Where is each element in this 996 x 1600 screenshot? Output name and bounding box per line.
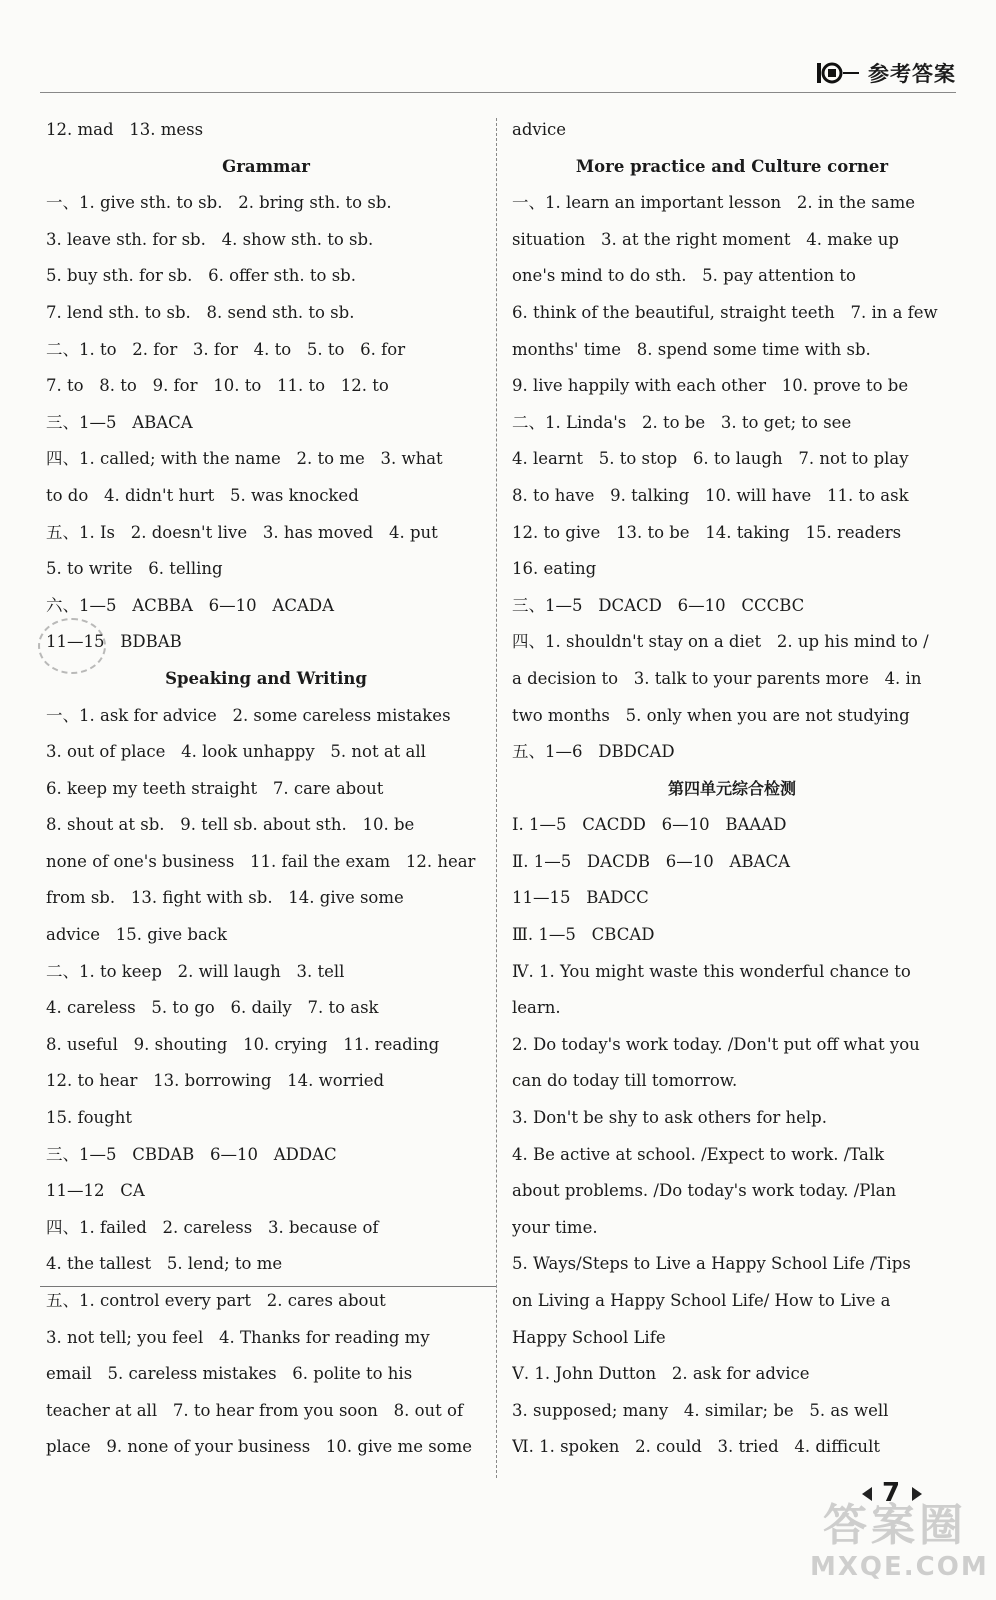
answer-line: one's mind to do sth. 5. pay attention to bbox=[512, 266, 856, 286]
book-logo-icon bbox=[816, 60, 860, 86]
answer-line: 二、1. to keep 2. will laugh 3. tell bbox=[46, 961, 345, 981]
answer-line: situation 3. at the right moment 4. make up bbox=[512, 229, 899, 249]
answer-line: about problems. /Do today's work today. /Plan bbox=[512, 1181, 897, 1201]
answer-line: 12. mad 13. mess bbox=[46, 120, 204, 139]
answer-line: learn. bbox=[512, 998, 561, 1018]
answer-line: 5. to write 6. telling bbox=[46, 559, 223, 579]
arrow-left-icon bbox=[862, 1487, 872, 1501]
answer-line: 一、1. ask for advice 2. some careless mistakes bbox=[46, 705, 451, 725]
answer-line: 五、1—6 DBDCAD bbox=[512, 742, 675, 762]
answer-line: place 9. none of your business 10. give me some bbox=[46, 1437, 473, 1457]
left-column bbox=[46, 112, 486, 1466]
answer-line: 11—12 CA bbox=[46, 1181, 145, 1201]
answer-line: on Living a Happy School Life/ How to Live a bbox=[512, 1291, 891, 1310]
answer-line: 15. fought bbox=[46, 1108, 132, 1128]
answer-line: 8. useful 9. shouting 10. crying 11. reading bbox=[46, 1034, 440, 1054]
answer-line: Ⅱ. 1—5 DACDB 6—10 ABACA bbox=[512, 851, 791, 871]
answer-line: 11—15 BADCC bbox=[512, 888, 649, 908]
answer-line: 一、1. learn an important lesson 2. in the same bbox=[512, 193, 916, 213]
answer-line: 6. think of the beautiful, straight teeth 7. in a few bbox=[512, 302, 938, 322]
answer-line: 11—15 BDBAB bbox=[46, 632, 182, 652]
answer-line: 7. to 8. to 9. for 10. to 11. to 12. to bbox=[46, 376, 389, 396]
header-title: 参考答案 bbox=[868, 62, 956, 86]
watermark-top: 答案圈 bbox=[823, 1500, 967, 1551]
answer-line: 7. lend sth. to sb. 8. send sth. to sb. bbox=[46, 302, 355, 322]
answer-line: advice bbox=[512, 120, 567, 139]
answer-line: 四、1. called; with the name 2. to me 3. what bbox=[46, 449, 443, 469]
answer-line: 二、1. Linda's 2. to be 3. to get; to see bbox=[512, 412, 852, 432]
page-header bbox=[816, 58, 956, 88]
section-heading: More practice and Culture corner bbox=[575, 156, 889, 176]
watermark bbox=[810, 1500, 989, 1596]
answer-line: 8. to have 9. talking 10. will have 11. to ask bbox=[512, 485, 909, 505]
answer-line: 2. Do today's work today. /Don't put off what you bbox=[512, 1034, 920, 1054]
answer-line: 3. out of place 4. look unhappy 5. not at all bbox=[46, 742, 426, 762]
answer-line: 6. keep my teeth straight 7. care about bbox=[46, 778, 384, 798]
answer-line: 三、1—5 CBDAB 6—10 ADDAC bbox=[46, 1144, 337, 1164]
answer-line: from sb. 13. fight with sb. 14. give some bbox=[46, 888, 404, 908]
answer-line: Ⅵ. 1. spoken 2. could 3. tried 4. difficult bbox=[512, 1437, 880, 1457]
answer-line: 三、1—5 ABACA bbox=[46, 412, 193, 432]
answer-line: Ⅰ. 1—5 CACDD 6—10 BAAAD bbox=[512, 815, 787, 835]
answer-line: 一、1. give sth. to sb. 2. bring sth. to sb. bbox=[46, 193, 392, 213]
answer-line: 5. buy sth. for sb. 6. offer sth. to sb. bbox=[46, 266, 356, 286]
page-number: 7 bbox=[882, 1478, 901, 1508]
answer-line: months' time 8. spend some time with sb. bbox=[512, 339, 871, 359]
section-heading: Grammar bbox=[222, 156, 310, 176]
answer-line: 16. eating bbox=[512, 559, 597, 579]
answer-line: 六、1—5 ACBBA 6—10 ACADA bbox=[46, 595, 335, 615]
answer-line: to do 4. didn't hurt 5. was knocked bbox=[46, 485, 359, 505]
answer-line: Ⅳ. 1. You might waste this wonderful chance to bbox=[512, 961, 911, 981]
answer-line: 4. the tallest 5. lend; to me bbox=[46, 1254, 283, 1274]
answer-line: 3. Don't be shy to ask others for help. bbox=[512, 1108, 827, 1128]
answer-line: 3. not tell; you feel 4. Thanks for reading my bbox=[46, 1327, 430, 1347]
answer-line: 9. live happily with each other 10. prove to be bbox=[512, 376, 909, 396]
answer-line: Ⅲ. 1—5 CBCAD bbox=[512, 925, 655, 945]
arrow-right-icon bbox=[912, 1487, 922, 1501]
answer-line: 4. careless 5. to go 6. daily 7. to ask bbox=[46, 998, 379, 1018]
answer-line: 5. Ways/Steps to Live a Happy School Life /Tips bbox=[512, 1254, 911, 1274]
section-heading: Speaking and Writing bbox=[165, 668, 367, 688]
answer-line: Happy School Life bbox=[512, 1327, 666, 1347]
header-rule bbox=[40, 92, 956, 93]
answer-line: teacher at all 7. to hear from you soon 8. out of bbox=[46, 1400, 464, 1420]
answer-line: can do today till tomorrow. bbox=[512, 1071, 738, 1091]
answer-line: 3. leave sth. for sb. 4. show sth. to sb. bbox=[46, 229, 374, 249]
answer-line: 四、1. shouldn't stay on a diet 2. up his mind to / bbox=[512, 632, 929, 652]
answer-line: 8. shout at sb. 9. tell sb. about sth. 10. be bbox=[46, 815, 415, 835]
watermark-bottom: MXQE.COM bbox=[810, 1552, 989, 1582]
answer-line: Ⅴ. 1. John Dutton 2. ask for advice bbox=[512, 1364, 810, 1384]
right-column bbox=[512, 112, 952, 1466]
section-heading: 第四单元综合检测 bbox=[667, 778, 796, 798]
answer-line: two months 5. only when you are not studying bbox=[512, 705, 910, 725]
answer-line: email 5. careless mistakes 6. polite to his bbox=[46, 1364, 413, 1384]
answer-line: 三、1—5 DCACD 6—10 CCCBC bbox=[512, 595, 805, 615]
answer-line: advice 15. give back bbox=[46, 925, 228, 945]
answer-line: 3. supposed; many 4. similar; be 5. as well bbox=[512, 1400, 889, 1420]
answer-line: your time. bbox=[512, 1217, 598, 1237]
answer-line: 五、1. Is 2. doesn't live 3. has moved 4. put bbox=[46, 522, 438, 542]
answer-line: 12. to hear 13. borrowing 14. worried bbox=[46, 1071, 385, 1091]
answer-line: a decision to 3. talk to your parents more 4. in bbox=[512, 668, 922, 688]
answer-line: 四、1. failed 2. careless 3. because of bbox=[46, 1217, 379, 1237]
answer-line: 4. learnt 5. to stop 6. to laugh 7. not to play bbox=[512, 449, 909, 469]
answer-line: none of one's business 11. fail the exam 12. hear bbox=[46, 851, 476, 871]
answer-line: 4. Be active at school. /Expect to work. /Talk bbox=[512, 1144, 885, 1164]
column-divider bbox=[496, 118, 497, 1478]
answer-line: 12. to give 13. to be 14. taking 15. readers bbox=[512, 522, 902, 542]
answer-line: 五、1. control every part 2. cares about bbox=[46, 1291, 386, 1310]
answer-line: 二、1. to 2. for 3. for 4. to 5. to 6. for bbox=[46, 339, 406, 359]
